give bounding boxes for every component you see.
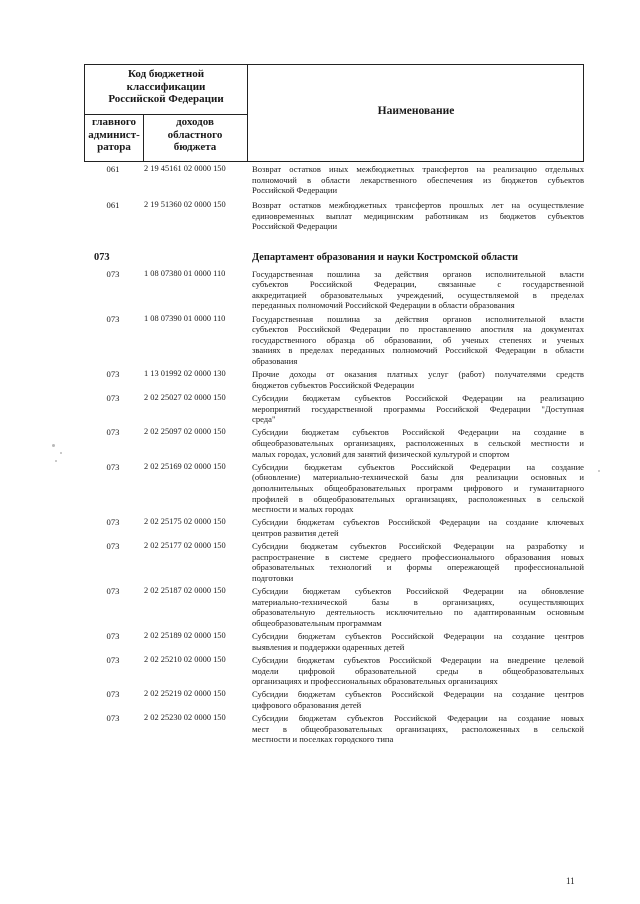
description-line: Субсидии бюджетам субъектов Российской Федерации на реализацию	[252, 393, 584, 403]
description-line: Субсидии бюджетам субъектов Российской Федерации на создание центров	[252, 689, 584, 700]
description-line: Государственная пошлина за действия органов исполнительной власти	[252, 268, 584, 279]
revenue-code: 2 02 25175 02 0000 150	[144, 517, 226, 527]
description-line: Возврат остатков межбюджетных трансфертов прошлых лет на осуществление	[252, 200, 584, 211]
description-line: мероприятий государственной программы Российской Федерации "Доступная	[252, 403, 584, 414]
description-line: местности и малых городах	[252, 504, 354, 515]
description-line: (обновление) материально-технической базы для реализации основных и	[252, 472, 584, 483]
department-code: 073	[94, 251, 110, 263]
description-line: единовременных выплат медицинским работникам из бюджетов субъектов	[252, 210, 584, 221]
admin-code: 073	[106, 427, 120, 438]
description-line: цифрового образования детей	[252, 699, 362, 710]
revenue-description	[252, 586, 584, 628]
revenue-description	[252, 655, 584, 687]
revenue-description	[252, 631, 584, 652]
description-line: государственного образца об образовании, об ученых степенях и ученых	[252, 334, 584, 345]
revenue-code: 2 02 25177 02 0000 150	[144, 541, 226, 551]
admin-code: 061	[106, 164, 120, 174]
description-line: Государственная пошлина за действия органов исполнительной власти	[252, 313, 584, 324]
description-line: Субсидии бюджетам субъектов Российской Федерации на создание ключевых	[252, 517, 584, 528]
revenue-description	[252, 314, 584, 367]
table-header	[84, 64, 584, 162]
page-number: 11	[566, 876, 575, 886]
description-line: Субсидии бюджетам субъектов Российской Федерации на создание центров	[252, 631, 584, 642]
description-line: организациях и профессиональных образовательных организациях	[252, 676, 498, 687]
description-line: Российской Федерации	[252, 221, 338, 232]
description-line: Субсидии бюджетам субъектов Российской Федерации на обновление	[252, 586, 584, 597]
header-divider	[85, 114, 247, 115]
admin-code: 073	[106, 461, 120, 472]
revenue-code: 2 02 25230 02 0000 150	[144, 713, 226, 723]
revenue-description	[252, 541, 584, 583]
revenue-description	[252, 427, 584, 459]
admin-code: 073	[106, 369, 120, 380]
revenue-code: 2 19 51360 02 0000 150	[144, 200, 226, 210]
revenue-code: 2 02 25210 02 0000 150	[144, 655, 226, 664]
description-line: дополнительных общеобразовательных программ цифрового и гуманитарного	[252, 482, 584, 493]
description-line: центров развития детей	[252, 527, 339, 538]
description-line: Субсидии бюджетам субъектов Российской Федерации на создание новых	[252, 713, 584, 724]
description-line: малых городах, условий для занятий физической культурой и спортом	[252, 448, 510, 459]
description-line: местности и поселках городского типа	[252, 734, 394, 745]
admin-code: 073	[106, 713, 120, 724]
admin-code: 073	[106, 393, 120, 403]
header-budget-code: Код бюджетной классификации Российской Федерации	[108, 68, 224, 105]
header-name: Наименование	[377, 105, 455, 117]
description-line: переданных полномочий Российской Федерации в области образования	[252, 300, 515, 311]
department-title: Департамент образования и науки Костромской области	[252, 251, 518, 263]
revenue-description	[252, 200, 584, 232]
revenue-code: 1 13 01992 02 0000 130	[144, 369, 226, 379]
description-line: выявления и поддержки одаренных детей	[252, 641, 405, 652]
admin-code: 073	[106, 655, 120, 665]
revenue-description	[252, 713, 584, 745]
revenue-code: 2 02 25187 02 0000 150	[144, 586, 226, 596]
admin-code: 073	[106, 313, 120, 324]
description-line: общеобразовательным программам	[252, 617, 382, 628]
description-line: образования	[252, 355, 298, 366]
scan-speck	[55, 460, 57, 462]
admin-code: 073	[106, 268, 120, 279]
revenue-code: 2 02 25219 02 0000 150	[144, 689, 226, 699]
revenue-code: 1 08 07380 01 0000 110	[144, 268, 226, 278]
admin-code: 073	[106, 689, 120, 700]
description-line: Субсидии бюджетам субъектов Российской Федерации на внедрение целевой	[252, 655, 584, 665]
revenue-description	[252, 689, 584, 710]
description-line: образовательных технологий и формы опережающей профессиональной	[252, 562, 584, 573]
admin-code: 073	[106, 517, 120, 528]
revenue-description	[252, 269, 584, 311]
description-line: Субсидии бюджетам субъектов Российской Федерации на создание	[252, 461, 584, 472]
description-line: Возврат остатков иных межбюджетных трансфертов на реализацию отдельных	[252, 164, 584, 174]
description-line: мест в общеобразовательных организациях, расположенных в сельской	[252, 723, 584, 734]
admin-code: 073	[106, 631, 120, 642]
admin-code: 073	[106, 586, 120, 597]
description-line: Российской Федерации	[252, 185, 338, 196]
admin-code: 061	[106, 200, 120, 211]
revenue-description	[252, 462, 584, 515]
scan-speck	[598, 470, 600, 472]
description-line: материально-технической базы в организациях, осуществляющих	[252, 596, 584, 607]
admin-code: 073	[106, 541, 120, 552]
description-line: бюджетов субъектов Российской Федерации	[252, 379, 415, 390]
revenue-description	[252, 393, 584, 425]
description-line: образовательную деятельность исключительно по адаптированным основным	[252, 607, 584, 618]
description-line: общеобразовательных организациях, расположенных в сельской местности и	[252, 437, 584, 448]
description-line: подготовки	[252, 572, 294, 583]
description-line: Субсидии бюджетам субъектов Российской Федерации на разработку и	[252, 541, 584, 552]
revenue-code: 2 02 25189 02 0000 150	[144, 631, 226, 641]
description-line: модели цифровой образовательной среды в общеобразовательных	[252, 665, 584, 676]
revenue-code: 1 08 07390 01 0000 110	[144, 313, 226, 323]
header-regional-revenue: доходов областного бюджета	[167, 116, 223, 153]
description-line: профилей в общеобразовательных организациях, расположенных в сельской	[252, 493, 584, 504]
description-line: среда"	[252, 414, 276, 425]
revenue-code: 2 02 25097 02 0000 150	[144, 427, 226, 437]
description-line: субъектов Российской Федерации по проставлению апостиля на документах	[252, 324, 584, 335]
description-line: аккредитацией образовательных учреждений, осуществляемой в пределах	[252, 289, 584, 300]
description-line: Субсидии бюджетам субъектов Российской Федерации на создание в	[252, 427, 584, 438]
header-chief-administrator: главного админист- ратора	[88, 116, 140, 153]
description-line: субъектов Российской Федерации, связанные с государственной	[252, 279, 584, 290]
description-line: Прочие доходы от оказания платных услуг (работ) получателями средств	[252, 369, 584, 380]
revenue-description	[252, 164, 584, 196]
revenue-code: 2 02 25027 02 0000 150	[144, 393, 226, 402]
revenue-description	[252, 369, 584, 390]
description-line: полномочий в области лекарственного обеспечения из бюджетов субъектов	[252, 174, 584, 185]
revenue-description	[252, 517, 584, 538]
revenue-code: 2 19 45161 02 0000 150	[144, 164, 226, 173]
scan-speck	[52, 444, 55, 447]
scan-speck	[60, 452, 62, 454]
description-line: званиях в пределах переданных полномочий Российской Федерации в области	[252, 345, 584, 356]
description-line: распространение в системе среднего профессионального образования новых	[252, 551, 584, 562]
revenue-code: 2 02 25169 02 0000 150	[144, 461, 226, 471]
